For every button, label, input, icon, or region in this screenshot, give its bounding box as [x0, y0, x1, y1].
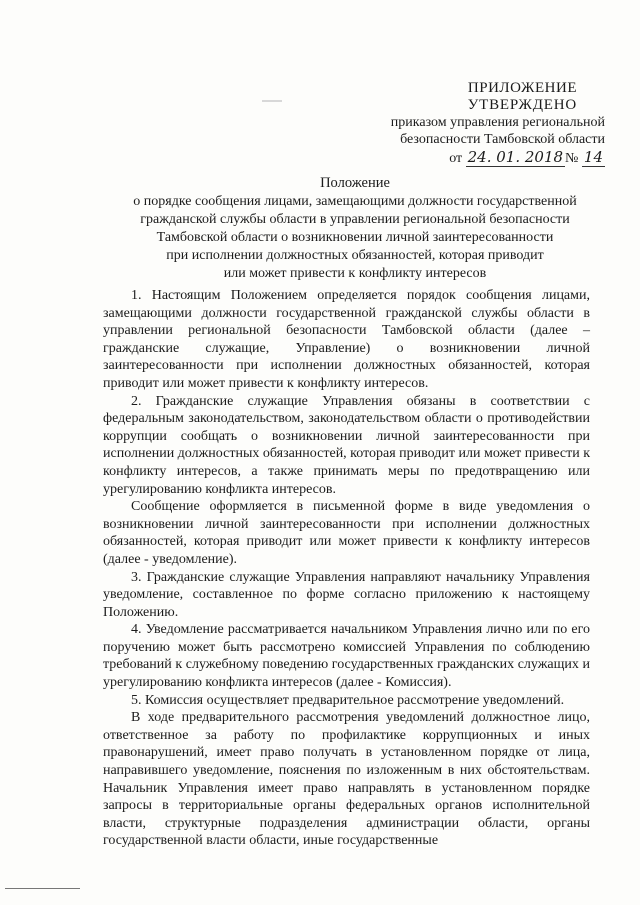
title-line: о порядке сообщения лицами, замещающими должности государственной: [133, 194, 577, 209]
title-line: при исполнении должностных обязанностей, которая приводит: [166, 248, 544, 263]
paragraph: В ходе предварительного рассмотрения уведомлений должностное лицо, ответственное за работу по профилактике коррупционных и иных правонарушений, имеет право получать в установленном порядке от лица, направившего уведомление, пояснения по изложенным в них обстоятельствам. Начальник Управления имеет право направлять в установленном порядке запросы в территориальные органы федеральных органов исполнительной власти, структурные подразделения администрации области, органы государственной власти области, иные государственные: [103, 710, 590, 849]
document-body: [103, 287, 590, 850]
paragraph: Сообщение оформляется в письменной форме в виде уведомления о возникновении личной заинтересованности при исполнении должностных обязанностей, которая приводит или может привести к конфликту интересов (далее - уведомление).: [103, 499, 590, 567]
paragraph: 1. Настоящим Положением определяется порядок сообщения лицами, замещающими должности государственной гражданской службы области в управлении региональной безопасности Тамбовской области (далее – гражданские служащие, Управление) о возникновении личной заинтересованности при исполнении должностных обязанностей, которая приводит или может привести к конфликту интересов.: [103, 288, 590, 391]
handwritten-date: 24. 01. 2018: [467, 148, 564, 166]
approval-header: [365, 80, 605, 167]
title-line: гражданской службы области в управлении региональной безопасности: [140, 212, 570, 227]
paragraph: 5. Комиссия осуществляет предварительное рассмотрение уведомлений.: [131, 692, 565, 708]
paragraph: 2. Гражданские служащие Управления обязаны в соответствии с федеральным законодательством, законодательством области о противодействии коррупции сообщать о возникновении личной заинтересованности при исполнении должностных обязанностей, которая приводит или может привести к конфликту интересов, а также принимать меры по предотвращению или урегулированию конфликта интересов.: [103, 393, 591, 497]
date-prefix: от: [449, 151, 463, 166]
paragraph: 3. Гражданские служащие Управления направляют начальнику Управления уведомление, составленное по форме согласно приложению к настоящему Положению.: [103, 569, 590, 620]
title-heading: Положение: [320, 175, 390, 191]
order-line-2: безопасности Тамбовской области: [400, 132, 605, 147]
number-sign: №: [565, 151, 579, 166]
approved-label: УТВЕРЖДЕНО: [467, 97, 577, 113]
title-line: или может привести к конфликту интересов: [223, 266, 487, 281]
appendix-label: ПРИЛОЖЕНИЕ: [467, 80, 577, 96]
order-line-1: приказом управления региональной: [390, 115, 605, 130]
footer-rule: [5, 888, 80, 889]
scan-artifact: [262, 100, 282, 102]
handwritten-number: 14: [583, 148, 603, 166]
order-date-line: [365, 149, 605, 167]
document-title: [105, 174, 605, 283]
paragraph: 4. Уведомление рассматривается начальником Управления лично или по его поручению может быть рассмотрено комиссией Управления по соблюдению требований к служебному поведению государственных гражданских служащих и урегулированию конфликта интересов (далее - Комиссия).: [103, 622, 590, 691]
title-line: Тамбовской области о возникновении личной заинтересованности: [156, 230, 554, 245]
